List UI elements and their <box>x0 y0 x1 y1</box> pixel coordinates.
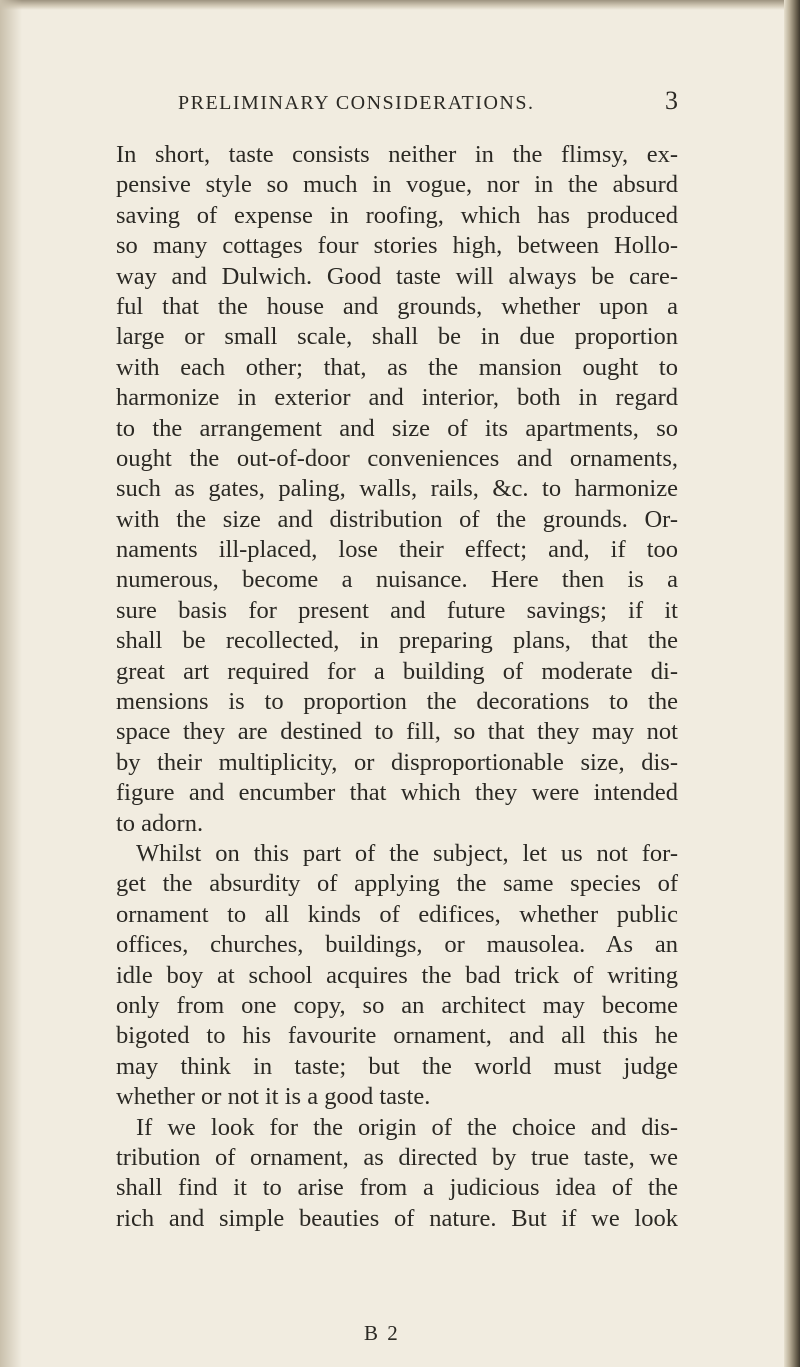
text-line: space they are destined to fill, so that they may not <box>116 718 678 746</box>
text-line: ful that the house and grounds, whether upon a <box>116 292 678 320</box>
text-line: only from one copy, so an architect may become <box>116 991 678 1019</box>
signature-mark: B 2 <box>364 1321 400 1345</box>
text-line: sure basis for present and future savings; if it <box>116 596 678 624</box>
text-line: great art required for a building of moderate di- <box>116 657 678 685</box>
text-line: ought the out-of-door conveniences and ornaments, <box>116 444 678 472</box>
text-line: In short, taste consists neither in the flimsy, ex- <box>116 141 678 168</box>
text-line: tribution of ornament, as directed by true taste, we <box>116 1143 678 1171</box>
running-head: PRELIMINARY CONSIDERATIONS. <box>178 92 535 114</box>
text-line: with the size and distribution of the grounds. Or- <box>116 505 678 533</box>
text-line: offices, churches, buildings, or mausolea. As an <box>116 931 678 959</box>
text-line: shall be recollected, in preparing plans, that the <box>116 627 678 655</box>
text-line: Whilst on this part of the subject, let us not for- <box>136 839 678 867</box>
text-line: mensions is to proportion the decorations to the <box>116 688 678 716</box>
text-line: get the absurdity of applying the same species of <box>116 870 678 898</box>
text-line: such as gates, paling, walls, rails, &c. to harmonize <box>116 475 678 503</box>
text-line: pensive style so much in vogue, nor in the absurd <box>116 171 678 199</box>
text-line: way and Dulwich. Good taste will always be care- <box>116 262 678 290</box>
text-line: figure and encumber that which they were intended <box>116 779 678 807</box>
text-line: numerous, become a nuisance. Here then is a <box>116 566 678 594</box>
binding-edge <box>784 0 800 1367</box>
page-top-edge <box>0 0 800 10</box>
text-line: to the arrangement and size of its apartments, so <box>116 414 678 442</box>
page-number: 3 <box>665 86 678 115</box>
text-line: with each other; that, as the mansion ought to <box>116 353 678 381</box>
text-line: to adorn. <box>116 809 204 837</box>
text-line: harmonize in exterior and interior, both in regard <box>116 384 678 412</box>
text-line: by their multiplicity, or disproportionable size, dis- <box>116 748 678 776</box>
text-line: saving of expense in roofing, which has produced <box>116 201 678 229</box>
text-line: whether or not it is a good taste. <box>116 1083 431 1111</box>
text-line: naments ill-placed, lose their effect; and, if too <box>116 536 678 564</box>
text-line: large or small scale, shall be in due proportion <box>116 323 678 351</box>
text-line: may think in taste; but the world must judge <box>116 1052 678 1080</box>
text-line: shall find it to arise from a judicious idea of the <box>116 1174 678 1202</box>
page-left-shade <box>0 0 22 1367</box>
text-line: rich and simple beauties of nature. But if we look <box>116 1204 678 1232</box>
text-line: idle boy at school acquires the bad trick of writing <box>116 961 678 989</box>
body-text <box>116 140 678 1234</box>
text-line: If we look for the origin of the choice and dis- <box>136 1113 678 1141</box>
text-line: so many cottages four stories high, between Hollo- <box>116 232 678 260</box>
text-line: ornament to all kinds of edifices, whether public <box>116 900 678 928</box>
text-line: bigoted to his favourite ornament, and all this he <box>116 1022 678 1050</box>
